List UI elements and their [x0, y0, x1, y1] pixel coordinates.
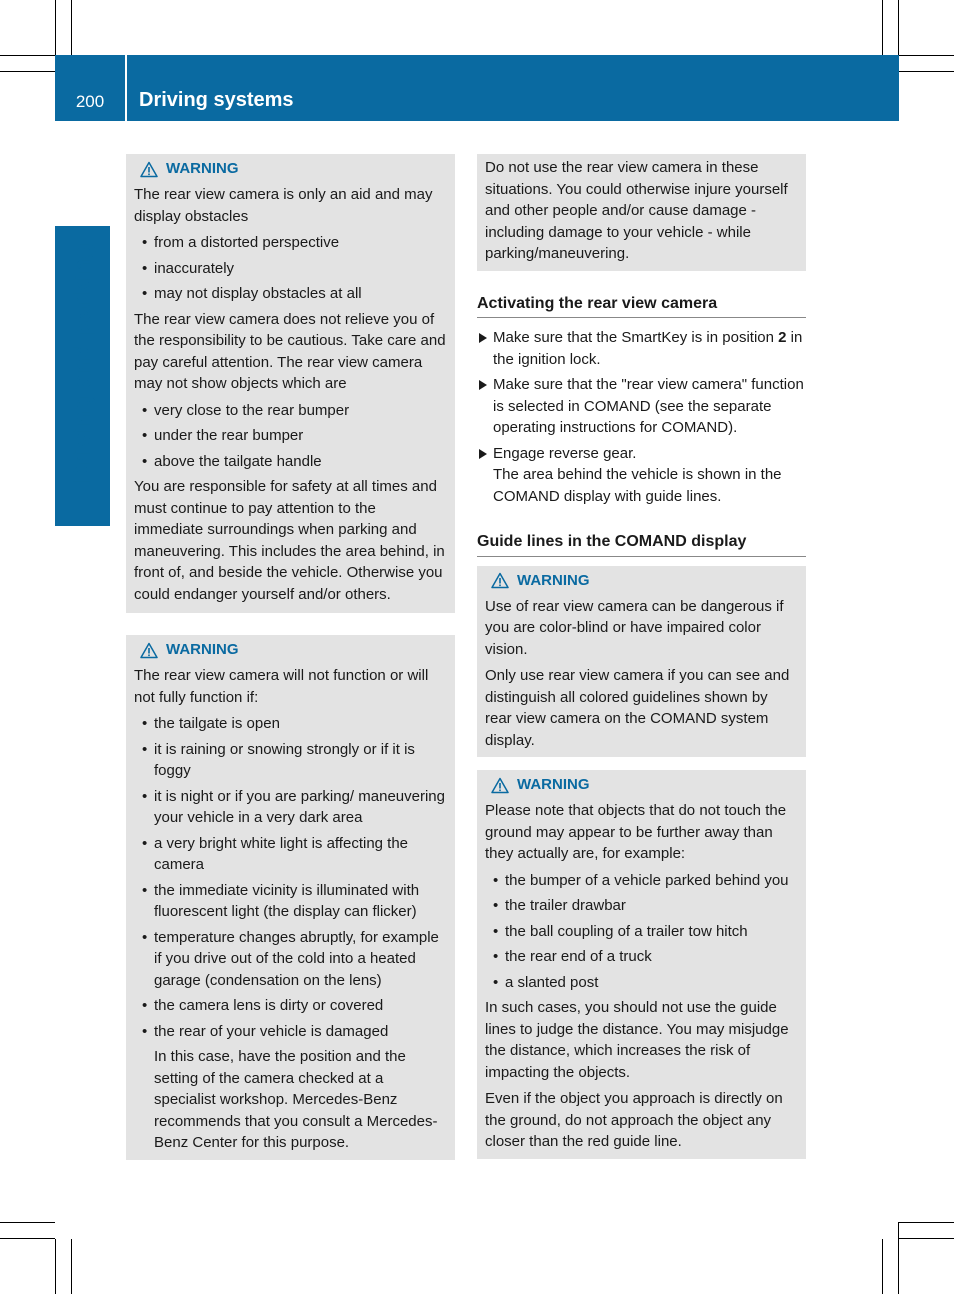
warning-triangle-icon	[140, 642, 158, 659]
instruction-step	[477, 443, 806, 508]
warning-text: The rear view camera does not relieve you of the responsibility to be cautious. Take care and pay careful attention. The rear view camera may not show objects which are	[134, 310, 446, 392]
right-column	[477, 154, 806, 1159]
warning-header	[485, 773, 798, 797]
chapter-label: Driving and parking	[68, 242, 97, 484]
list-item: • above the tailgate handle	[138, 451, 447, 473]
crop-mark	[899, 1222, 954, 1223]
list-item: • the tailgate is open	[138, 713, 447, 735]
warning-text: Use of rear view camera can be dangerous if you are color-blind or have impaired color vision.	[485, 597, 784, 658]
warning-label: WARNING	[166, 160, 239, 178]
crop-mark	[899, 55, 954, 56]
section-title: Driving systems	[139, 89, 294, 111]
list-item: • the camera lens is dirty or covered	[138, 995, 447, 1017]
crop-mark	[0, 71, 55, 72]
section-heading: Activating the rear view camera	[477, 293, 806, 319]
section-heading: Guide lines in the COMAND display	[477, 531, 806, 557]
warning-label: WARNING	[517, 571, 590, 589]
crop-mark	[71, 0, 72, 55]
warning-text: The rear view camera is only an aid and may display obstacles	[134, 186, 433, 225]
crop-mark	[0, 1222, 55, 1223]
warning-triangle-icon	[491, 777, 509, 794]
list-item: • a slanted post	[489, 972, 798, 994]
left-column	[126, 154, 455, 1160]
warning-box	[126, 154, 455, 613]
crop-mark	[55, 1239, 56, 1294]
step-text: Engage reverse gear.	[493, 444, 637, 462]
list-item: • the bumper of a vehicle parked behind you	[489, 870, 798, 892]
step-text: Make sure that the SmartKey is in position	[493, 329, 779, 346]
warning-header	[485, 569, 798, 593]
warning-box	[477, 566, 806, 758]
warning-text: Only use rear view camera if you can see and distinguish all colored guidelines shown by rear view camera on the COMAND system display.	[485, 667, 790, 749]
warning-text: Even if the object you approach is directly on the ground, do not approach the object any closer than the red guide line.	[485, 1090, 783, 1150]
warning-text: In this case, have the position and the setting of the camera checked at a specialist workshop. Mercedes-Benz recommends that you consult a Mercedes-Benz Center for this purpose.	[154, 1048, 438, 1151]
list-item: • it is night or if you are parking/ maneuvering your vehicle in a very dark area	[138, 786, 447, 829]
list-item: • under the rear bumper	[138, 425, 447, 447]
warning-box	[477, 770, 806, 1159]
step-result: The area behind the vehicle is shown in the COMAND display with guide lines.	[493, 466, 782, 505]
crop-mark	[899, 71, 954, 72]
list-item: • a very bright white light is affecting the camera	[138, 833, 447, 876]
list-item: • the rear of your vehicle is damaged	[138, 1021, 447, 1043]
crop-mark	[882, 0, 883, 55]
crop-mark	[898, 1222, 899, 1294]
position-number: 2	[778, 329, 787, 346]
warning-header	[134, 638, 447, 662]
page-number: 200	[75, 92, 105, 111]
warning-text: Do not use the rear view camera in these situations. You could otherwise injure yourself and other people and/or cause damage - including damage to your vehicle - while parking/maneuvering.	[485, 159, 788, 262]
list-item: • may not display obstacles at all	[138, 283, 447, 305]
list-item: • inaccurately	[138, 258, 447, 280]
list-item: • the trailer drawbar	[489, 895, 798, 917]
step-text: in the ignition lock.	[493, 329, 803, 368]
warning-triangle-icon	[140, 161, 158, 178]
crop-mark	[0, 1238, 55, 1239]
crop-mark	[71, 1239, 72, 1294]
list-item: • it is raining or snowing strongly or if it is foggy	[138, 739, 447, 782]
warning-text: You are responsible for safety at all times and must continue to pay attention to the immediate surroundings when parking and maneuvering. This includes the area behind, in front of, and beside the vehicle. Otherwise you could endanger yourself and/or others.	[134, 478, 445, 603]
crop-mark	[898, 0, 899, 55]
header-divider	[125, 55, 127, 121]
crop-mark	[55, 0, 56, 55]
list-item: • temperature changes abruptly, for example if you drive out of the cold into a heated garage (condensation on the lens)	[138, 927, 447, 992]
warning-text: The rear view camera will not function or will not fully function if:	[134, 667, 429, 706]
warning-label: WARNING	[166, 641, 239, 659]
list-item: • the rear end of a truck	[489, 946, 798, 968]
instruction-step: Make sure that the "rear view camera" function is selected in COMAND (see the separate operating instructions for COMAND).	[477, 374, 806, 439]
crop-mark	[899, 1238, 954, 1239]
warning-box	[126, 635, 455, 1160]
list-item: • the ball coupling of a trailer tow hitch	[489, 921, 798, 943]
warning-label: WARNING	[517, 776, 590, 794]
crop-mark	[882, 1239, 883, 1294]
warning-triangle-icon	[491, 572, 509, 589]
warning-header	[134, 157, 447, 181]
warning-text: Please note that objects that do not touch the ground may appear to be further away than they actually are, for example:	[485, 802, 787, 862]
instruction-step	[477, 327, 806, 370]
list-item: • the immediate vicinity is illuminated with fluorescent light (the display can flicker)	[138, 880, 447, 923]
warning-continued-box	[477, 154, 806, 271]
list-item: • very close to the rear bumper	[138, 400, 447, 422]
crop-mark	[0, 55, 55, 56]
warning-text: In such cases, you should not use the guide lines to judge the distance. You may misjudge the distance, which increases the risk of impacting the objects.	[485, 999, 789, 1081]
list-item: • from a distorted perspective	[138, 232, 447, 254]
